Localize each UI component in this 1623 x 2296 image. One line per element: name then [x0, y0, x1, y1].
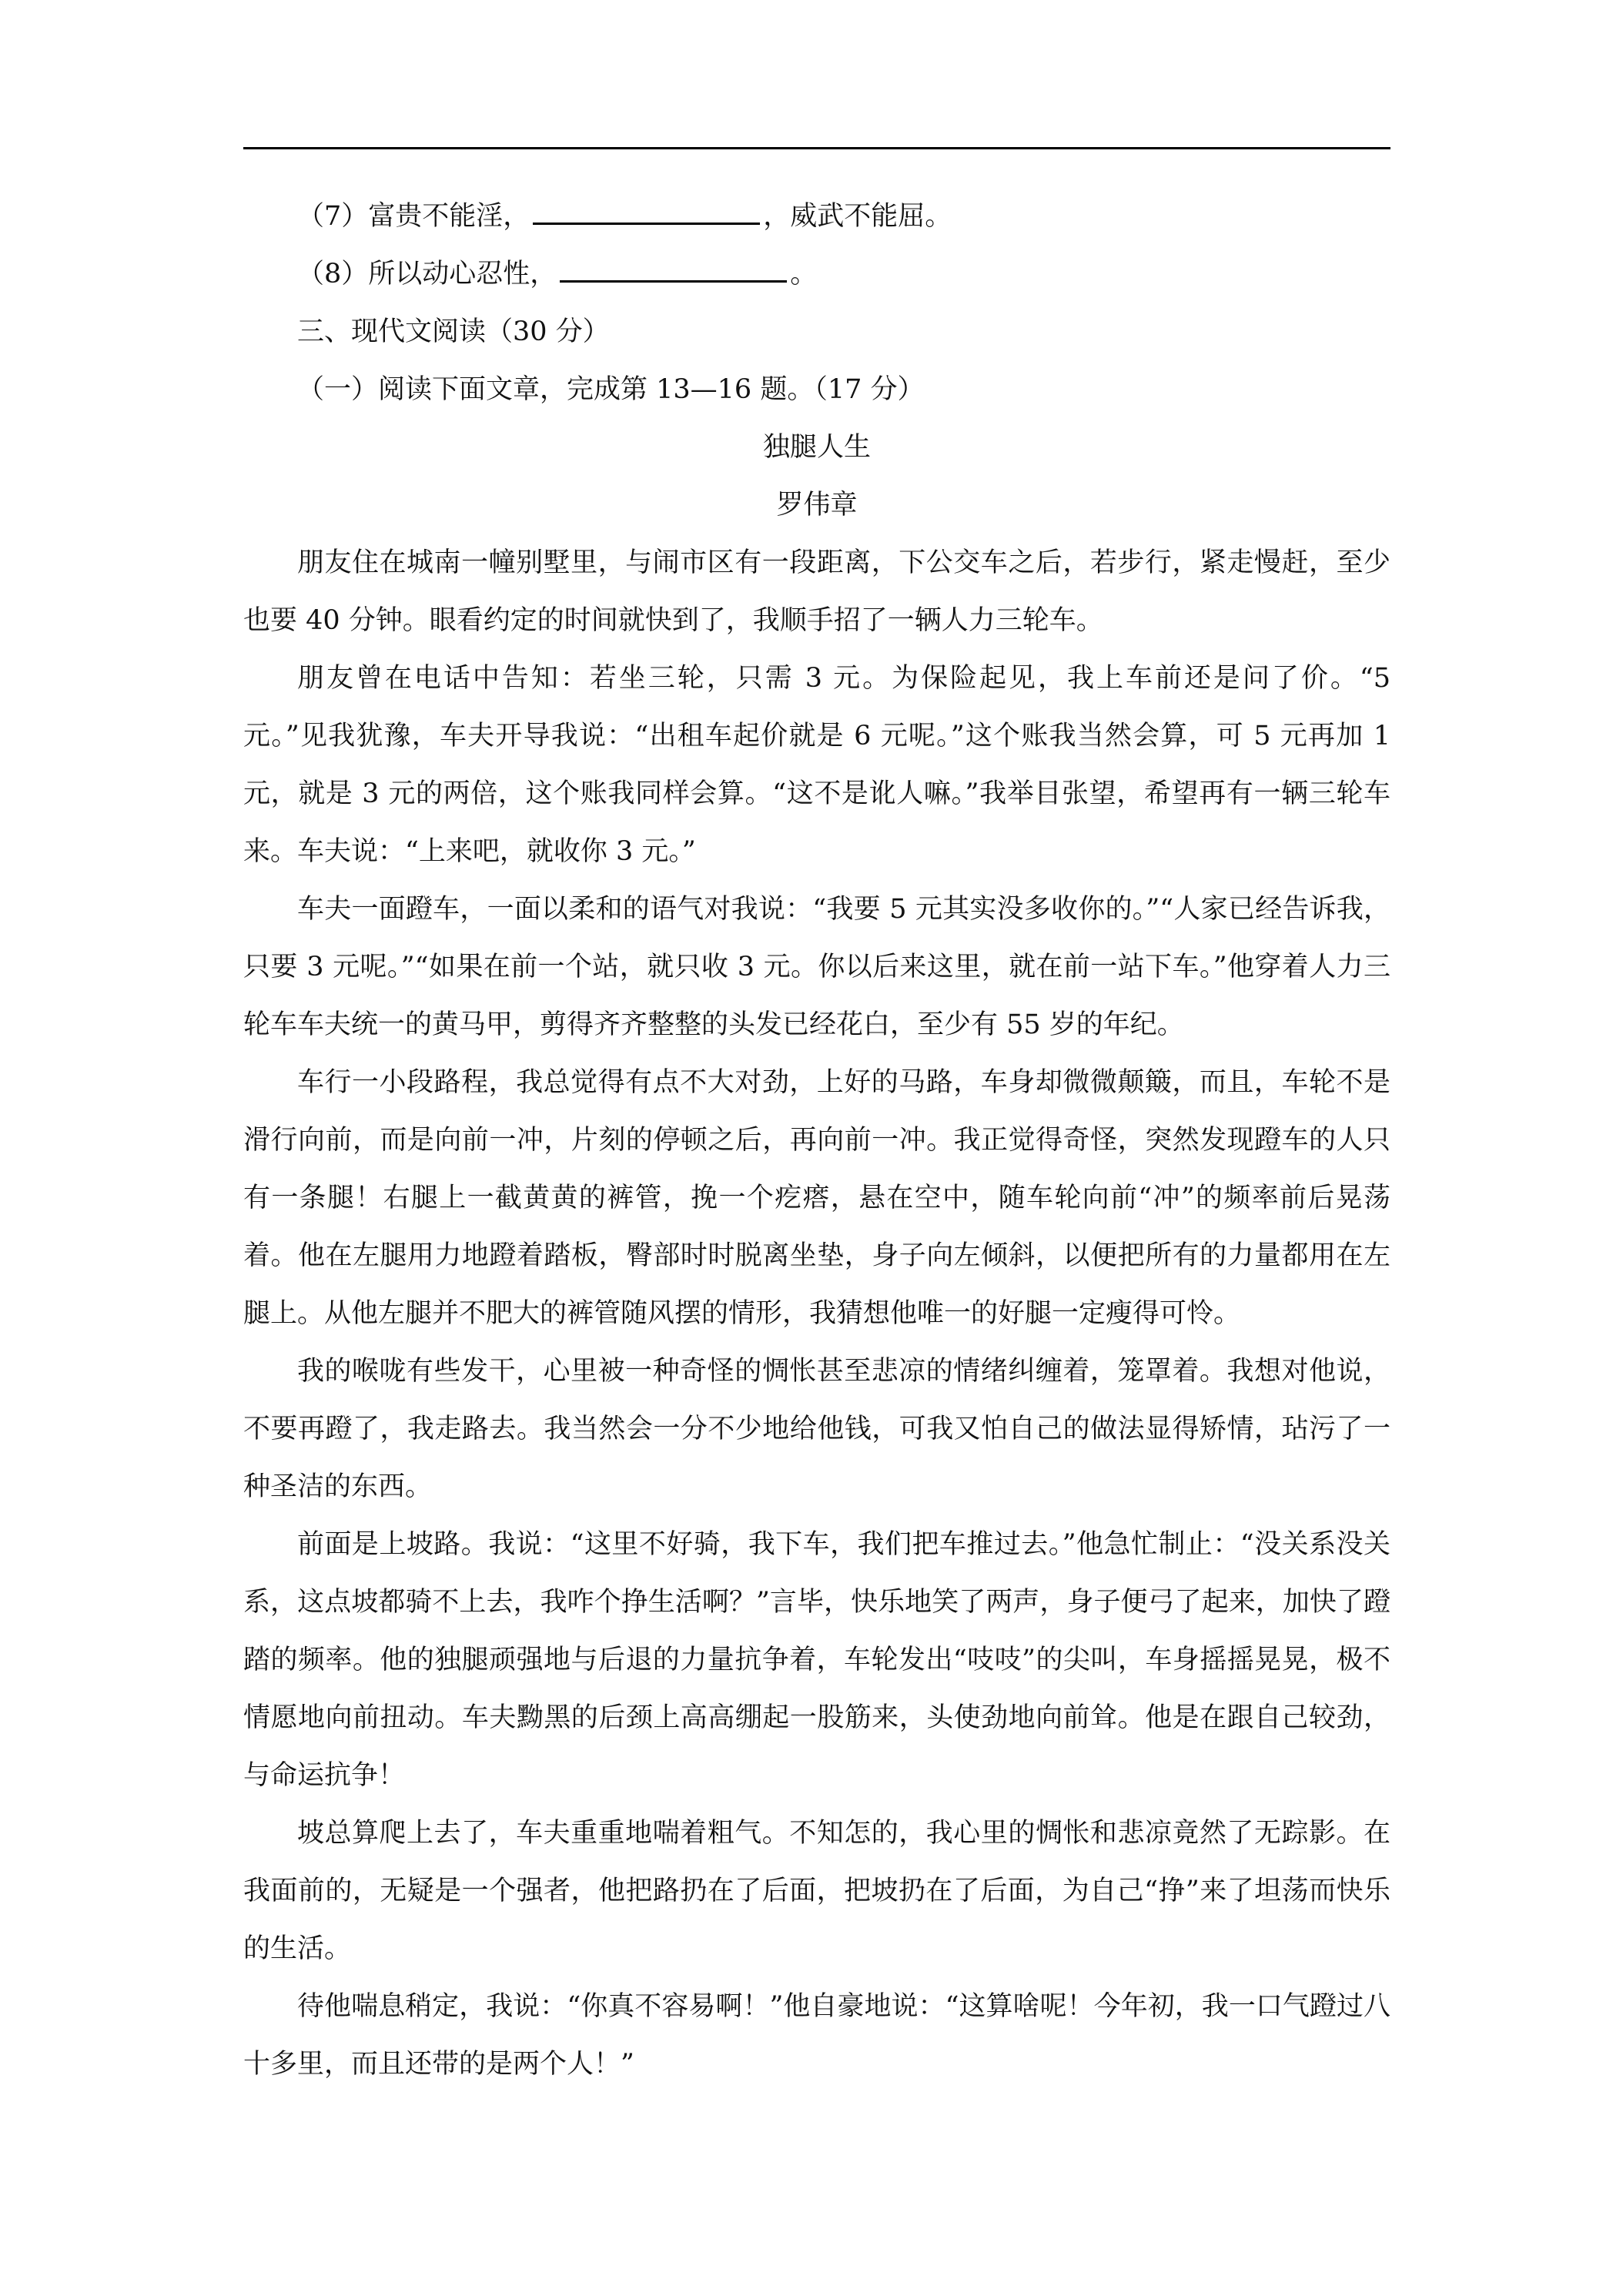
- fill-blank-8[interactable]: [560, 254, 787, 283]
- article-title: 独腿人生: [762, 432, 871, 463]
- fill-blank-7[interactable]: [533, 196, 760, 225]
- paragraph-6: 前面是上坡路。我说：“这里不好骑，我下车，我们把车推过去。”他急忙制止：“没关系没关系，这点坡都骑不上去，我咋个挣生活啊？”言毕，快乐地笑了两声，身子便弓了起来，加快了蹬踏的频率。他的独腿顽强地与后退的力量抗争着，车轮发出“吱吱”的尖叫，车身摇摇晃晃，极不情愿地向前扭动。车夫黝黑的后颈上高高绷起一股筋来，头使劲地向前耸。他是在跟自己较劲，与命运抗争！: [243, 1529, 1390, 1791]
- paragraph-5: 我的喉咙有些发干，心里被一种奇怪的惆怅甚至悲凉的情绪纠缠着，笼罩着。我想对他说，不要再蹬了，我走路去。我当然会一分不少地给他钱，可我又怕自己的做法显得矫情，玷污了一种圣洁的东西。: [243, 1356, 1390, 1502]
- question-8-suffix: 。: [790, 259, 818, 290]
- paragraph-4: 车行一小段路程，我总觉得有点不大对劲，上好的马路，车身却微微颠簸，而且，车轮不是滑行向前，而是向前一冲，片刻的停顿之后，再向前一冲。我正觉得奇怪，突然发现蹬车的人只有一条腿！右腿上一截黄黄的裤管，挽一个疙瘩，悬在空中，随车轮向前“冲”的频率前后晃荡着。他在左腿用力地蹬着踏板，臀部时时脱离坐垫，身子向左倾斜，以便把所有的力量都用在左腿上。从他左腿并不肥大的裤管随风摆的情形，我猜想他唯一的好腿一定瘦得可怜。: [243, 1067, 1390, 1329]
- sub-heading: （一）阅读下面文章，完成第 13—16 题。（17 分）: [297, 374, 925, 405]
- paragraph-2: 朋友曾在电话中告知：若坐三轮，只需 3 元。为保险起见，我上车前还是问了价。“5 元。”见我犹豫，车夫开导我说：“出租车起价就是 6 元呢。”这个账我当然会算，可 5 元再加 1 元，就是 3 元的两倍，这个账我同样会算。“这不是讹人嘛。”我举目张望，希望再有一辆三轮车来。车夫说：“上来吧，就收你 3 元。”: [243, 663, 1390, 867]
- header-rule: [243, 147, 1390, 149]
- section-heading: 三、现代文阅读（30 分）: [297, 316, 610, 347]
- paragraph-3: 车夫一面蹬车，一面以柔和的语气对我说：“我要 5 元其实没多收你的。”“人家已经告诉我，只要 3 元呢。”“如果在前一个站，就只收 3 元。你以后来这里，就在前一站下车。”他穿着人力三轮车车夫统一的黄马甲，剪得齐齐整整的头发已经花白，至少有 55 岁的年纪。: [243, 894, 1390, 1040]
- paragraph-8: 待他喘息稍定，我说：“你真不容易啊！”他自豪地说：“这算啥呢！今年初，我一口气蹬过八十多里，而且还带的是两个人！”: [243, 1991, 1390, 2080]
- question-7-suffix: ，威武不能屈。: [763, 201, 952, 232]
- question-8: [243, 246, 1390, 303]
- question-7: [243, 188, 1390, 246]
- question-7-prefix: （7）富贵不能淫，: [297, 201, 530, 232]
- page-content: [243, 188, 1390, 2094]
- article-author: 罗伟章: [776, 490, 858, 520]
- question-8-prefix: （8）所以动心忍性，: [297, 259, 557, 290]
- paragraph-7: 坡总算爬上去了，车夫重重地喘着粗气。不知怎的，我心里的惆怅和悲凉竟然了无踪影。在我面前的，无疑是一个强者，他把路扔在了后面，把坡扔在了后面，为自己“挣”来了坦荡而快乐的生活。: [243, 1818, 1390, 1964]
- paragraph-1: 朋友住在城南一幢别墅里，与闹市区有一段距离，下公交车之后，若步行，紧走慢赶，至少也要 40 分钟。眼看约定的时间就快到了，我顺手招了一辆人力三轮车。: [243, 547, 1390, 636]
